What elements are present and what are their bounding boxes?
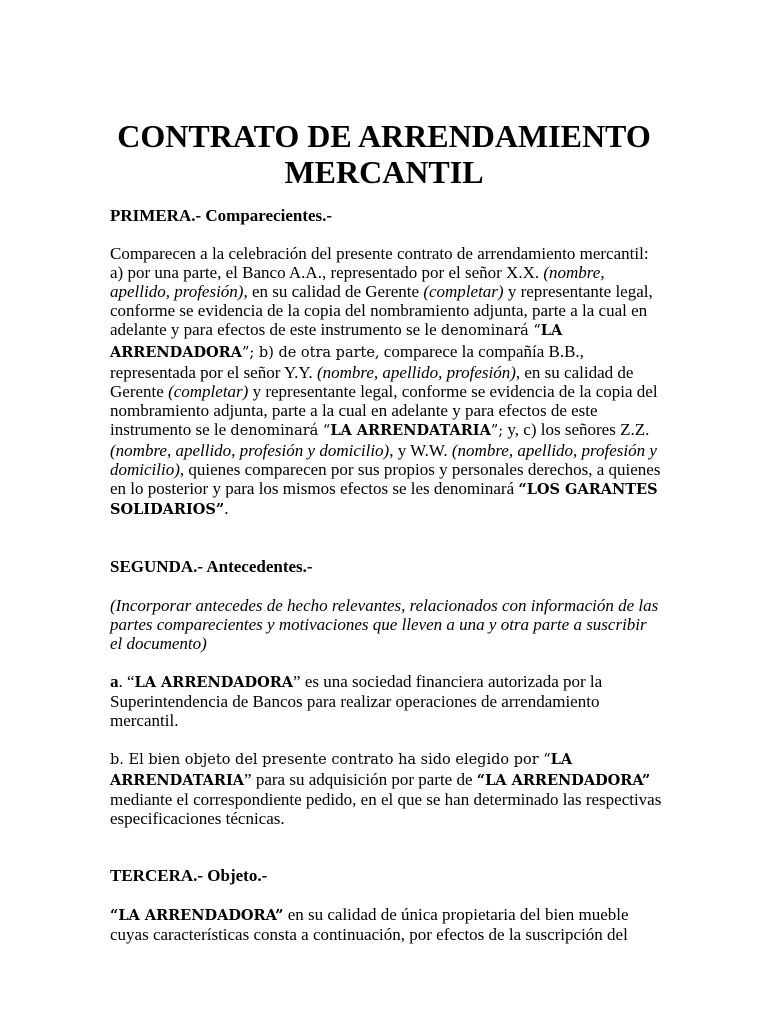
placeholder-text: (completar) (168, 381, 249, 401)
paragraph-antecedentes-intro: (Incorporar antecedes de hecho relevantes, relacionados con información de las partes comparecientes y motivaciones que lleven a una y otra parte a suscribir el documento) (110, 595, 659, 653)
paragraph-antecedente-a (110, 672, 662, 730)
paragraph-antecedente-b (110, 749, 662, 828)
document-body (110, 206, 662, 963)
text-run: b. El bien objeto del presente contrato ha sido elegido por “ (110, 752, 551, 769)
party-name-arrendadora: LA ARRENDADORA (110, 322, 563, 361)
title-line-1: CONTRATO DE ARRENDAMIENTO (117, 118, 651, 154)
party-name-arrendataria: LA ARRENDATARIA (330, 421, 491, 439)
paragraph-comparecientes (110, 244, 662, 519)
section-heading-primera: PRIMERA.- Comparecientes.- (110, 206, 333, 225)
text-run: . (224, 499, 229, 519)
text-run: ”; (490, 422, 504, 439)
text-run: , y W.W. (389, 441, 452, 461)
text-run: . “ (118, 671, 135, 691)
item-label-a: a (110, 671, 119, 691)
text-run: mediante el correspondiente pedido, en el que se han determinado las respectivas especificaciones técnicas. (110, 790, 662, 829)
text-run: y representante legal, conforme se evidencia de la copia del nombramiento adjunta, parte a la cual en adelante y para efectos de este instrumento se le (110, 381, 658, 439)
text-run: ”; b) de otra parte, (242, 344, 380, 361)
party-name-arrendadora: LA ARRENDADORA (134, 673, 294, 691)
text-run: , en su calidad de Gerente (243, 282, 424, 302)
placeholder-text: (nombre, apellido, profesión y domicilio) (110, 441, 390, 461)
text-run: comparece la compañía B.B., representada por el señor Y.Y. (110, 341, 584, 382)
placeholder-text: (nombre, apellido, profesión) (316, 362, 516, 382)
text-run: es una sociedad financiera autorizada por la Superintendencia de Bancos para realizar operaciones de arrendamiento mercantil. (110, 671, 603, 730)
section-heading-tercera: TERCERA.- Objeto.- (110, 866, 268, 886)
text-run: ” (293, 671, 301, 691)
text-run: , en su calidad de Gerente (110, 362, 634, 401)
text-run: Comparecen a la celebración del presente contrato de arrendamiento mercantil: a) por una parte, el Banco A.A., representado por el señor X.X. (110, 244, 649, 283)
party-name-arrendadora: “LA ARRENDADORA” (110, 906, 284, 924)
party-name-garantes: “LOS GARANTES SOLIDARIOS” (110, 481, 658, 519)
text-run: y representante legal, conforme se evidencia de la copia del nombramiento adjunta, parte a la cual en adelante y para efectos de este instrumento se le (110, 282, 653, 340)
placeholder-text: (completar) (423, 282, 504, 302)
title-line-2: MERCANTIL (284, 154, 484, 190)
section-heading-segunda: SEGUNDA.- Antecedentes.- (110, 557, 313, 577)
placeholder-text: (nombre, apellido, profesión y domicilio) (110, 441, 657, 480)
party-name-arrendadora: “LA ARRENDADORA” (476, 772, 651, 790)
text-run: ” para su adquisición por parte de (244, 770, 477, 790)
text-run: en su calidad de única propietaria del bien mueble cuyas características consta a continuación, por efectos de la suscripción del (110, 904, 629, 944)
paragraph-objeto (110, 905, 662, 944)
text-run: denominará “ (230, 422, 331, 439)
placeholder-text: (nombre, apellido, profesión) (110, 263, 605, 302)
party-name-arrendataria: LA ARRENDATARIA (110, 751, 573, 790)
text-run: denominará “ (440, 323, 541, 340)
text-run: y, c) los señores Z.Z. (503, 419, 650, 439)
document-title (0, 118, 768, 190)
text-run: , quienes comparecen por sus propios y personales derechos, a quienes en lo posterior y para los mismos efectos se les denominará (110, 460, 661, 499)
